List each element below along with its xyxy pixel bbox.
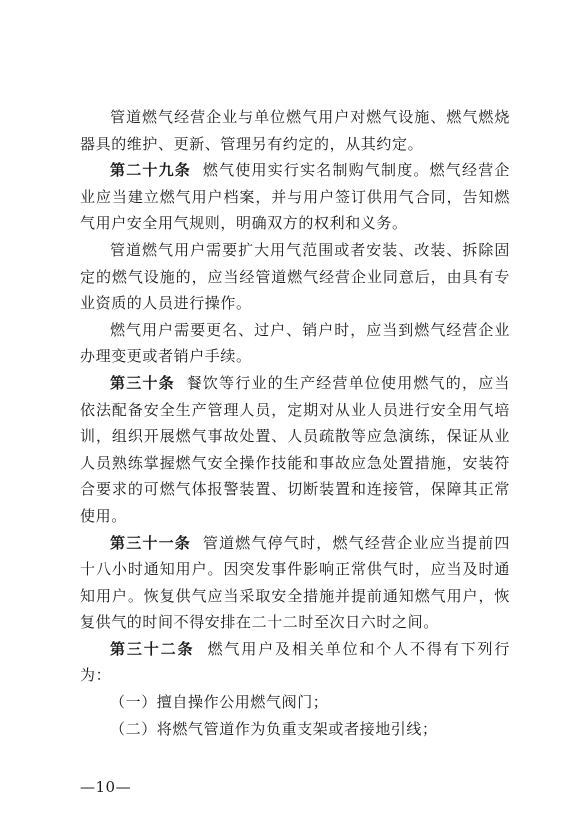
article-29-heading: 第二十九条 (110, 161, 191, 180)
paragraph-text: 燃气用户需要更名、过户、销户时，应当到燃气经营企业办理变更或者销户手续。 (80, 320, 510, 366)
article-30-heading: 第三十条 (110, 373, 175, 392)
paragraph-installation-modification (80, 237, 510, 317)
article-31-heading: 第三十一条 (110, 533, 191, 552)
article-29-paragraph (80, 157, 510, 237)
article-32-paragraph (80, 636, 510, 689)
paragraph-gas-maintenance-agreement (80, 104, 510, 157)
list-item: （一）擅自操作公用燃气阀门； (110, 693, 329, 712)
paragraph-text: 管道燃气用户需要扩大用气范围或者安装、改装、拆除固定的燃气设施的，应当经管道燃气经营企业同意后，由具有专业资质的人员进行操作。 (80, 240, 510, 313)
paragraph-text: 管道燃气经营企业与单位燃气用户对燃气设施、燃气燃烧器具的维护、更新、管理另有约定的，从其约定。 (80, 108, 510, 153)
article-32-heading: 第三十二条 (110, 639, 195, 658)
article-29-text: 燃气使用实行实名制购气制度。燃气经营企业应当建立燃气用户档案，并与用户签订供用气合同，告知燃气用户安全用气规则，明确双方的权利和义务。 (80, 161, 510, 233)
page-number: —10— (80, 778, 132, 796)
article-32-text: 燃气用户及相关单位和个人不得有下列行为： (80, 639, 510, 685)
article-30-text: 餐饮等行业的生产经营单位使用燃气的，应当依法配备安全生产管理人员，定期对从业人员进行安全用气培训，组织开展燃气事故处置、人员疏散等应急演练，保证从业人员熟练掌握燃气安全操作技能和事故应急处置措施，安装符合要求的可燃气体报警装置、切断装置和连接管，保障其正常使用。 (80, 373, 510, 525)
article-30-paragraph (80, 370, 510, 530)
article-31-paragraph (80, 530, 510, 636)
article-31-text: 管道燃气停气时，燃气经营企业应当提前四十八小时通知用户。因突发事件影响正常供气时，应当及时通知用户。恢复供气应当采取安全措施并提前通知燃气用户，恢复供气的时间不得安排在二十二时至次日六时之间。 (80, 533, 510, 632)
document-body (80, 104, 510, 742)
list-item: （二）将燃气管道作为负重支架或者接地引线； (110, 719, 438, 738)
paragraph-rename-transfer (80, 317, 510, 370)
